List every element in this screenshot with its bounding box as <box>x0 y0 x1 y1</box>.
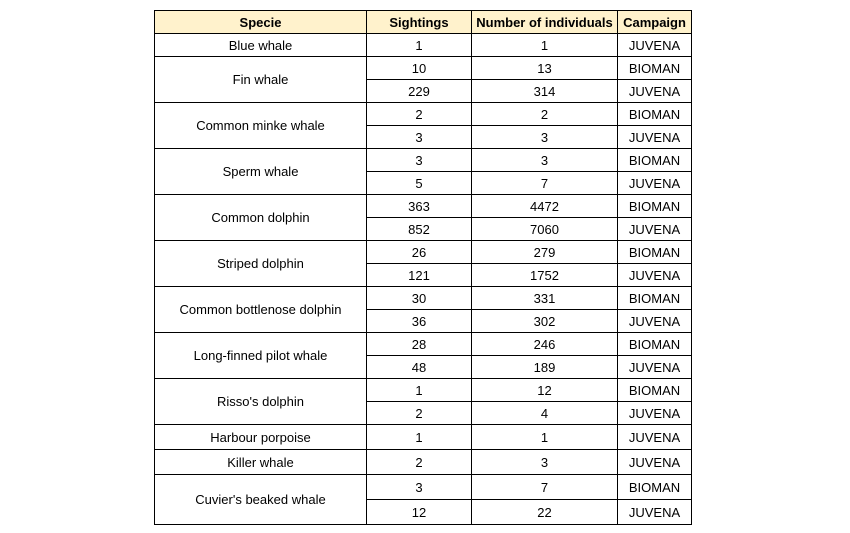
species-name-cell: Sperm whale <box>155 149 367 195</box>
campaign-cell: JUVENA <box>618 34 692 57</box>
species-name-cell: Common bottlenose dolphin <box>155 287 367 333</box>
table-row <box>155 425 692 450</box>
sightings-cell: 3 <box>367 126 472 149</box>
sightings-cell: 1 <box>367 34 472 57</box>
sightings-cell: 12 <box>367 500 472 525</box>
sightings-cell: 2 <box>367 103 472 126</box>
sightings-cell: 363 <box>367 195 472 218</box>
campaign-cell: JUVENA <box>618 80 692 103</box>
individuals-cell: 1752 <box>472 264 618 287</box>
individuals-cell: 7 <box>472 172 618 195</box>
table-row <box>155 149 692 172</box>
table-body <box>155 34 692 525</box>
campaign-cell: JUVENA <box>618 310 692 333</box>
individuals-cell: 3 <box>472 126 618 149</box>
individuals-cell: 7060 <box>472 218 618 241</box>
campaign-cell: JUVENA <box>618 264 692 287</box>
campaign-cell: JUVENA <box>618 500 692 525</box>
table-row <box>155 57 692 80</box>
header-species: Specie <box>155 11 367 34</box>
campaign-cell: JUVENA <box>618 218 692 241</box>
table-row <box>155 195 692 218</box>
table-row <box>155 475 692 500</box>
sightings-cell: 121 <box>367 264 472 287</box>
header-sightings: Sightings <box>367 11 472 34</box>
species-name-cell: Fin whale <box>155 57 367 103</box>
individuals-cell: 3 <box>472 450 618 475</box>
individuals-cell: 1 <box>472 425 618 450</box>
individuals-cell: 7 <box>472 475 618 500</box>
sightings-cell: 26 <box>367 241 472 264</box>
species-name-cell: Killer whale <box>155 450 367 475</box>
table-row <box>155 450 692 475</box>
sightings-cell: 2 <box>367 402 472 425</box>
individuals-cell: 314 <box>472 80 618 103</box>
individuals-cell: 302 <box>472 310 618 333</box>
header-campaign: Campaign <box>618 11 692 34</box>
sightings-cell: 36 <box>367 310 472 333</box>
campaign-cell: JUVENA <box>618 425 692 450</box>
header-row <box>155 11 692 34</box>
species-name-cell: Blue whale <box>155 34 367 57</box>
individuals-cell: 3 <box>472 149 618 172</box>
campaign-cell: BIOMAN <box>618 195 692 218</box>
campaign-cell: BIOMAN <box>618 379 692 402</box>
campaign-cell: JUVENA <box>618 172 692 195</box>
sightings-cell: 48 <box>367 356 472 379</box>
individuals-cell: 4 <box>472 402 618 425</box>
campaign-cell: BIOMAN <box>618 287 692 310</box>
campaign-cell: BIOMAN <box>618 103 692 126</box>
sightings-cell: 3 <box>367 475 472 500</box>
sightings-cell: 3 <box>367 149 472 172</box>
sightings-cell: 5 <box>367 172 472 195</box>
table-row <box>155 34 692 57</box>
species-name-cell: Long-finned pilot whale <box>155 333 367 379</box>
sightings-cell: 852 <box>367 218 472 241</box>
species-sightings-table <box>154 10 692 525</box>
individuals-cell: 1 <box>472 34 618 57</box>
sightings-cell: 1 <box>367 425 472 450</box>
campaign-cell: BIOMAN <box>618 149 692 172</box>
individuals-cell: 279 <box>472 241 618 264</box>
campaign-cell: JUVENA <box>618 402 692 425</box>
sightings-cell: 2 <box>367 450 472 475</box>
campaign-cell: JUVENA <box>618 356 692 379</box>
sightings-cell: 1 <box>367 379 472 402</box>
sightings-cell: 30 <box>367 287 472 310</box>
individuals-cell: 13 <box>472 57 618 80</box>
table-row <box>155 379 692 402</box>
campaign-cell: JUVENA <box>618 450 692 475</box>
species-name-cell: Common minke whale <box>155 103 367 149</box>
table-row <box>155 287 692 310</box>
species-name-cell: Cuvier's beaked whale <box>155 475 367 525</box>
species-name-cell: Harbour porpoise <box>155 425 367 450</box>
campaign-cell: JUVENA <box>618 126 692 149</box>
campaign-cell: BIOMAN <box>618 241 692 264</box>
campaign-cell: BIOMAN <box>618 333 692 356</box>
table-row <box>155 333 692 356</box>
species-name-cell: Common dolphin <box>155 195 367 241</box>
sightings-cell: 229 <box>367 80 472 103</box>
individuals-cell: 331 <box>472 287 618 310</box>
individuals-cell: 2 <box>472 103 618 126</box>
individuals-cell: 12 <box>472 379 618 402</box>
campaign-cell: BIOMAN <box>618 475 692 500</box>
individuals-cell: 4472 <box>472 195 618 218</box>
individuals-cell: 246 <box>472 333 618 356</box>
header-individuals: Number of individuals <box>472 11 618 34</box>
individuals-cell: 22 <box>472 500 618 525</box>
species-name-cell: Risso's dolphin <box>155 379 367 425</box>
sightings-cell: 10 <box>367 57 472 80</box>
table-row <box>155 241 692 264</box>
species-name-cell: Striped dolphin <box>155 241 367 287</box>
campaign-cell: BIOMAN <box>618 57 692 80</box>
table-row <box>155 103 692 126</box>
sightings-cell: 28 <box>367 333 472 356</box>
individuals-cell: 189 <box>472 356 618 379</box>
